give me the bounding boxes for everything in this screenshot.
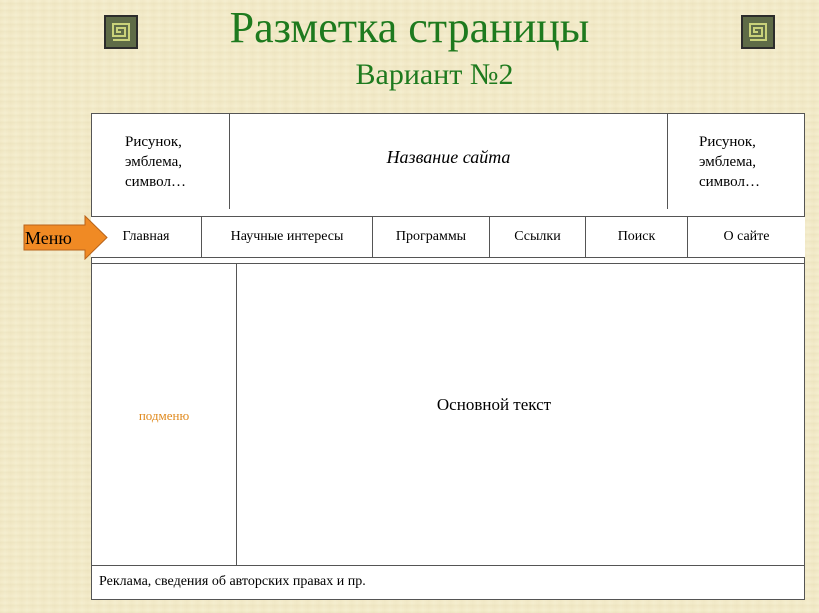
picture-label-line: символ…: [125, 174, 186, 190]
picture-label-line: эмблема,: [125, 154, 182, 170]
layout-footer: [91, 565, 805, 600]
header-site-name-cell: [230, 113, 668, 209]
right-picture-label: [699, 132, 760, 192]
menu-item-about[interactable]: О сайте: [723, 229, 770, 244]
menu-item-research[interactable]: Научные интересы: [202, 217, 373, 257]
picture-label-line: символ…: [699, 174, 760, 190]
layout-sidebar: [91, 264, 237, 565]
submenu-label: подменю: [138, 408, 190, 423]
site-name: Название сайта: [386, 147, 511, 167]
page-subtitle: Вариант №2: [355, 58, 514, 91]
main-text-label: Основной текст: [436, 395, 552, 414]
picture-label-line: Рисунок,: [699, 134, 756, 150]
header-right-picture-cell: [668, 113, 805, 209]
menu-item-links[interactable]: Ссылки: [490, 217, 586, 257]
menu-item-search[interactable]: Поиск: [586, 217, 688, 257]
square-spiral-icon: [741, 15, 775, 49]
footer-text: Реклама, сведения об авторских правах и пр.: [99, 574, 366, 589]
square-spiral-icon: [104, 15, 138, 49]
menu-item-home[interactable]: Главная: [91, 217, 202, 257]
left-picture-label: [125, 132, 186, 192]
picture-label-line: эмблема,: [699, 154, 756, 170]
page-title: Разметка страницы: [229, 3, 590, 52]
header-left-picture-cell: [91, 113, 230, 209]
menu-item-programs[interactable]: Программы: [373, 217, 490, 257]
menu-pointer-label: Меню: [25, 228, 72, 248]
menu-bar: [91, 216, 805, 258]
picture-label-line: Рисунок,: [125, 134, 182, 150]
layout-header: [91, 113, 805, 209]
